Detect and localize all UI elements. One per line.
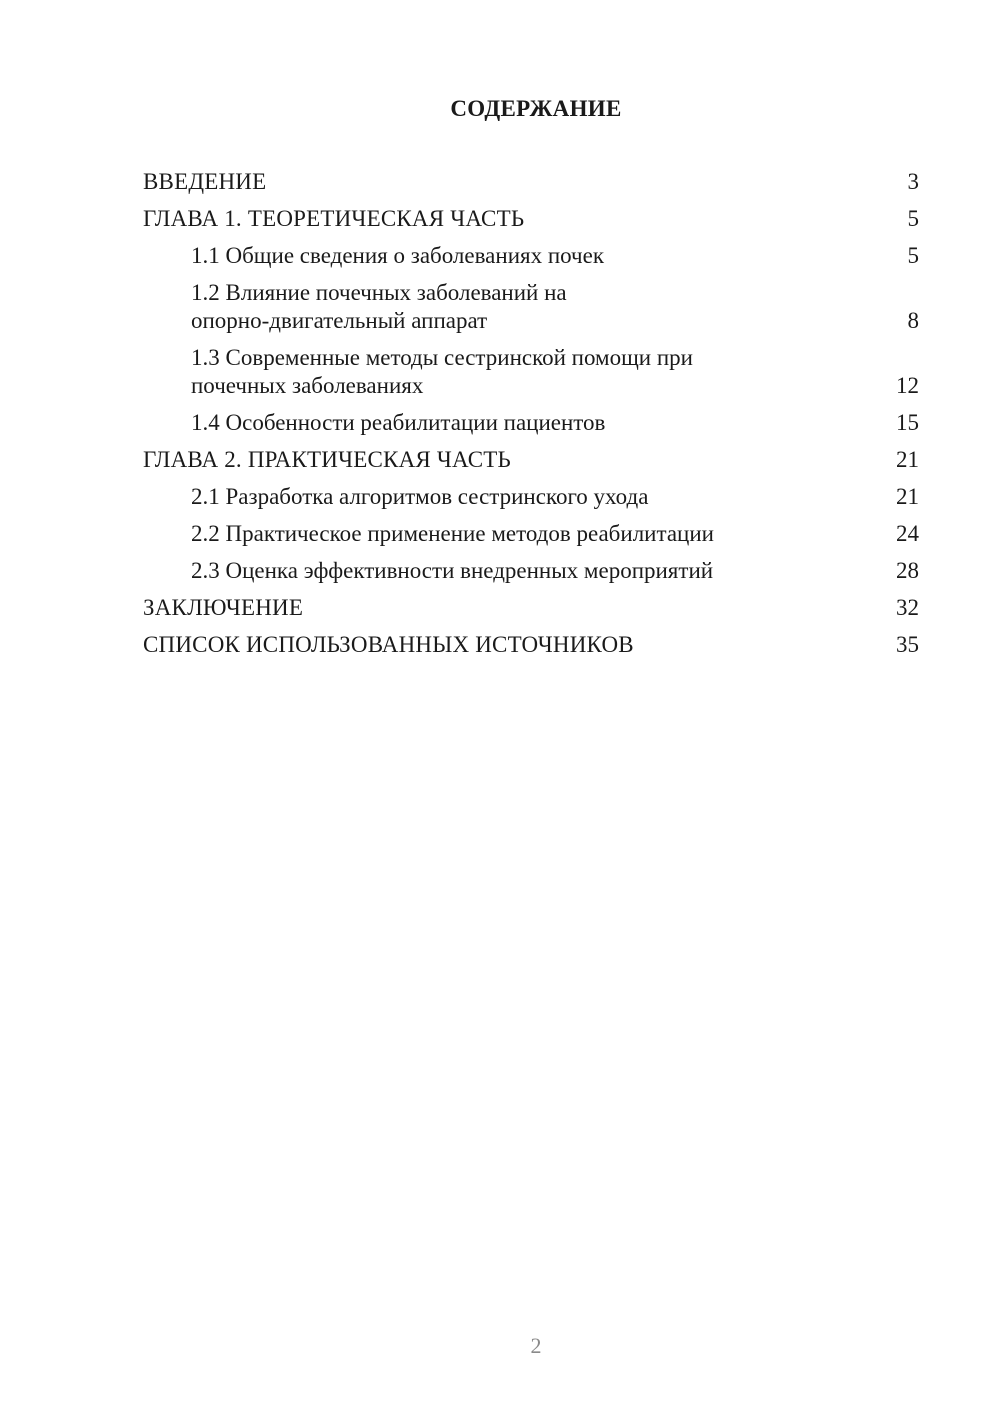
toc-entry-chapter-2[interactable] <box>143 446 919 474</box>
table-of-contents <box>143 168 919 668</box>
toc-entry-text: 1.4 Особенности реабилитации пациентов <box>191 410 606 435</box>
toc-entry-section-2-2[interactable] <box>143 520 919 548</box>
toc-entry-page: 5 <box>907 243 919 268</box>
toc-entry-text: 2.2 Практическое применение методов реабилитации <box>191 521 714 546</box>
toc-entry-text: СПИСОК ИСПОЛЬЗОВАННЫХ ИСТОЧНИКОВ <box>143 632 634 657</box>
toc-entry-section-1-2[interactable] <box>143 279 919 335</box>
toc-entry-section-1-3[interactable] <box>143 344 919 400</box>
toc-entry-page: 5 <box>907 206 919 231</box>
page-number: 2 <box>530 1333 542 1358</box>
toc-entry-text: ГЛАВА 2. ПРАКТИЧЕСКАЯ ЧАСТЬ <box>143 447 511 472</box>
toc-entry-page: 32 <box>896 595 919 620</box>
toc-entry-text: ГЛАВА 1. ТЕОРЕТИЧЕСКАЯ ЧАСТЬ <box>143 206 525 231</box>
toc-entry-text: 2.3 Оценка эффективности внедренных мероприятий <box>191 558 714 583</box>
toc-entry-text: 1.3 Современные методы сестринской помощи при почечных заболеваниях <box>191 345 693 398</box>
toc-entry-chapter-1[interactable] <box>143 205 919 233</box>
page-title: СОДЕРЖАНИЕ <box>450 96 622 121</box>
toc-entry-page: 21 <box>896 447 919 472</box>
toc-entry-section-2-3[interactable] <box>143 557 919 585</box>
toc-entry-page: 24 <box>896 521 919 546</box>
toc-entry-page: 3 <box>907 169 919 194</box>
toc-entry-text: ЗАКЛЮЧЕНИЕ <box>143 595 304 620</box>
toc-entry-section-1-1[interactable] <box>143 242 919 270</box>
toc-entry-page: 28 <box>896 558 919 583</box>
toc-entry-text: 1.2 Влияние почечных заболеваний на опорно-двигательный аппарат <box>191 280 567 333</box>
toc-entry-conclusion[interactable] <box>143 594 919 622</box>
toc-entry-introduction[interactable] <box>143 168 919 196</box>
toc-entry-page: 35 <box>896 632 919 657</box>
toc-entry-text: ВВЕДЕНИЕ <box>143 169 267 194</box>
toc-entry-page: 15 <box>896 410 919 435</box>
toc-entry-text: 2.1 Разработка алгоритмов сестринского ухода <box>191 484 649 509</box>
toc-entry-page: 12 <box>896 373 919 398</box>
toc-entry-page: 21 <box>896 484 919 509</box>
toc-entry-page: 8 <box>907 308 919 333</box>
toc-entry-section-2-1[interactable] <box>143 483 919 511</box>
toc-entry-references[interactable] <box>143 631 919 659</box>
toc-entry-text: 1.1 Общие сведения о заболеваниях почек <box>191 243 604 268</box>
toc-entry-section-1-4[interactable] <box>143 409 919 437</box>
